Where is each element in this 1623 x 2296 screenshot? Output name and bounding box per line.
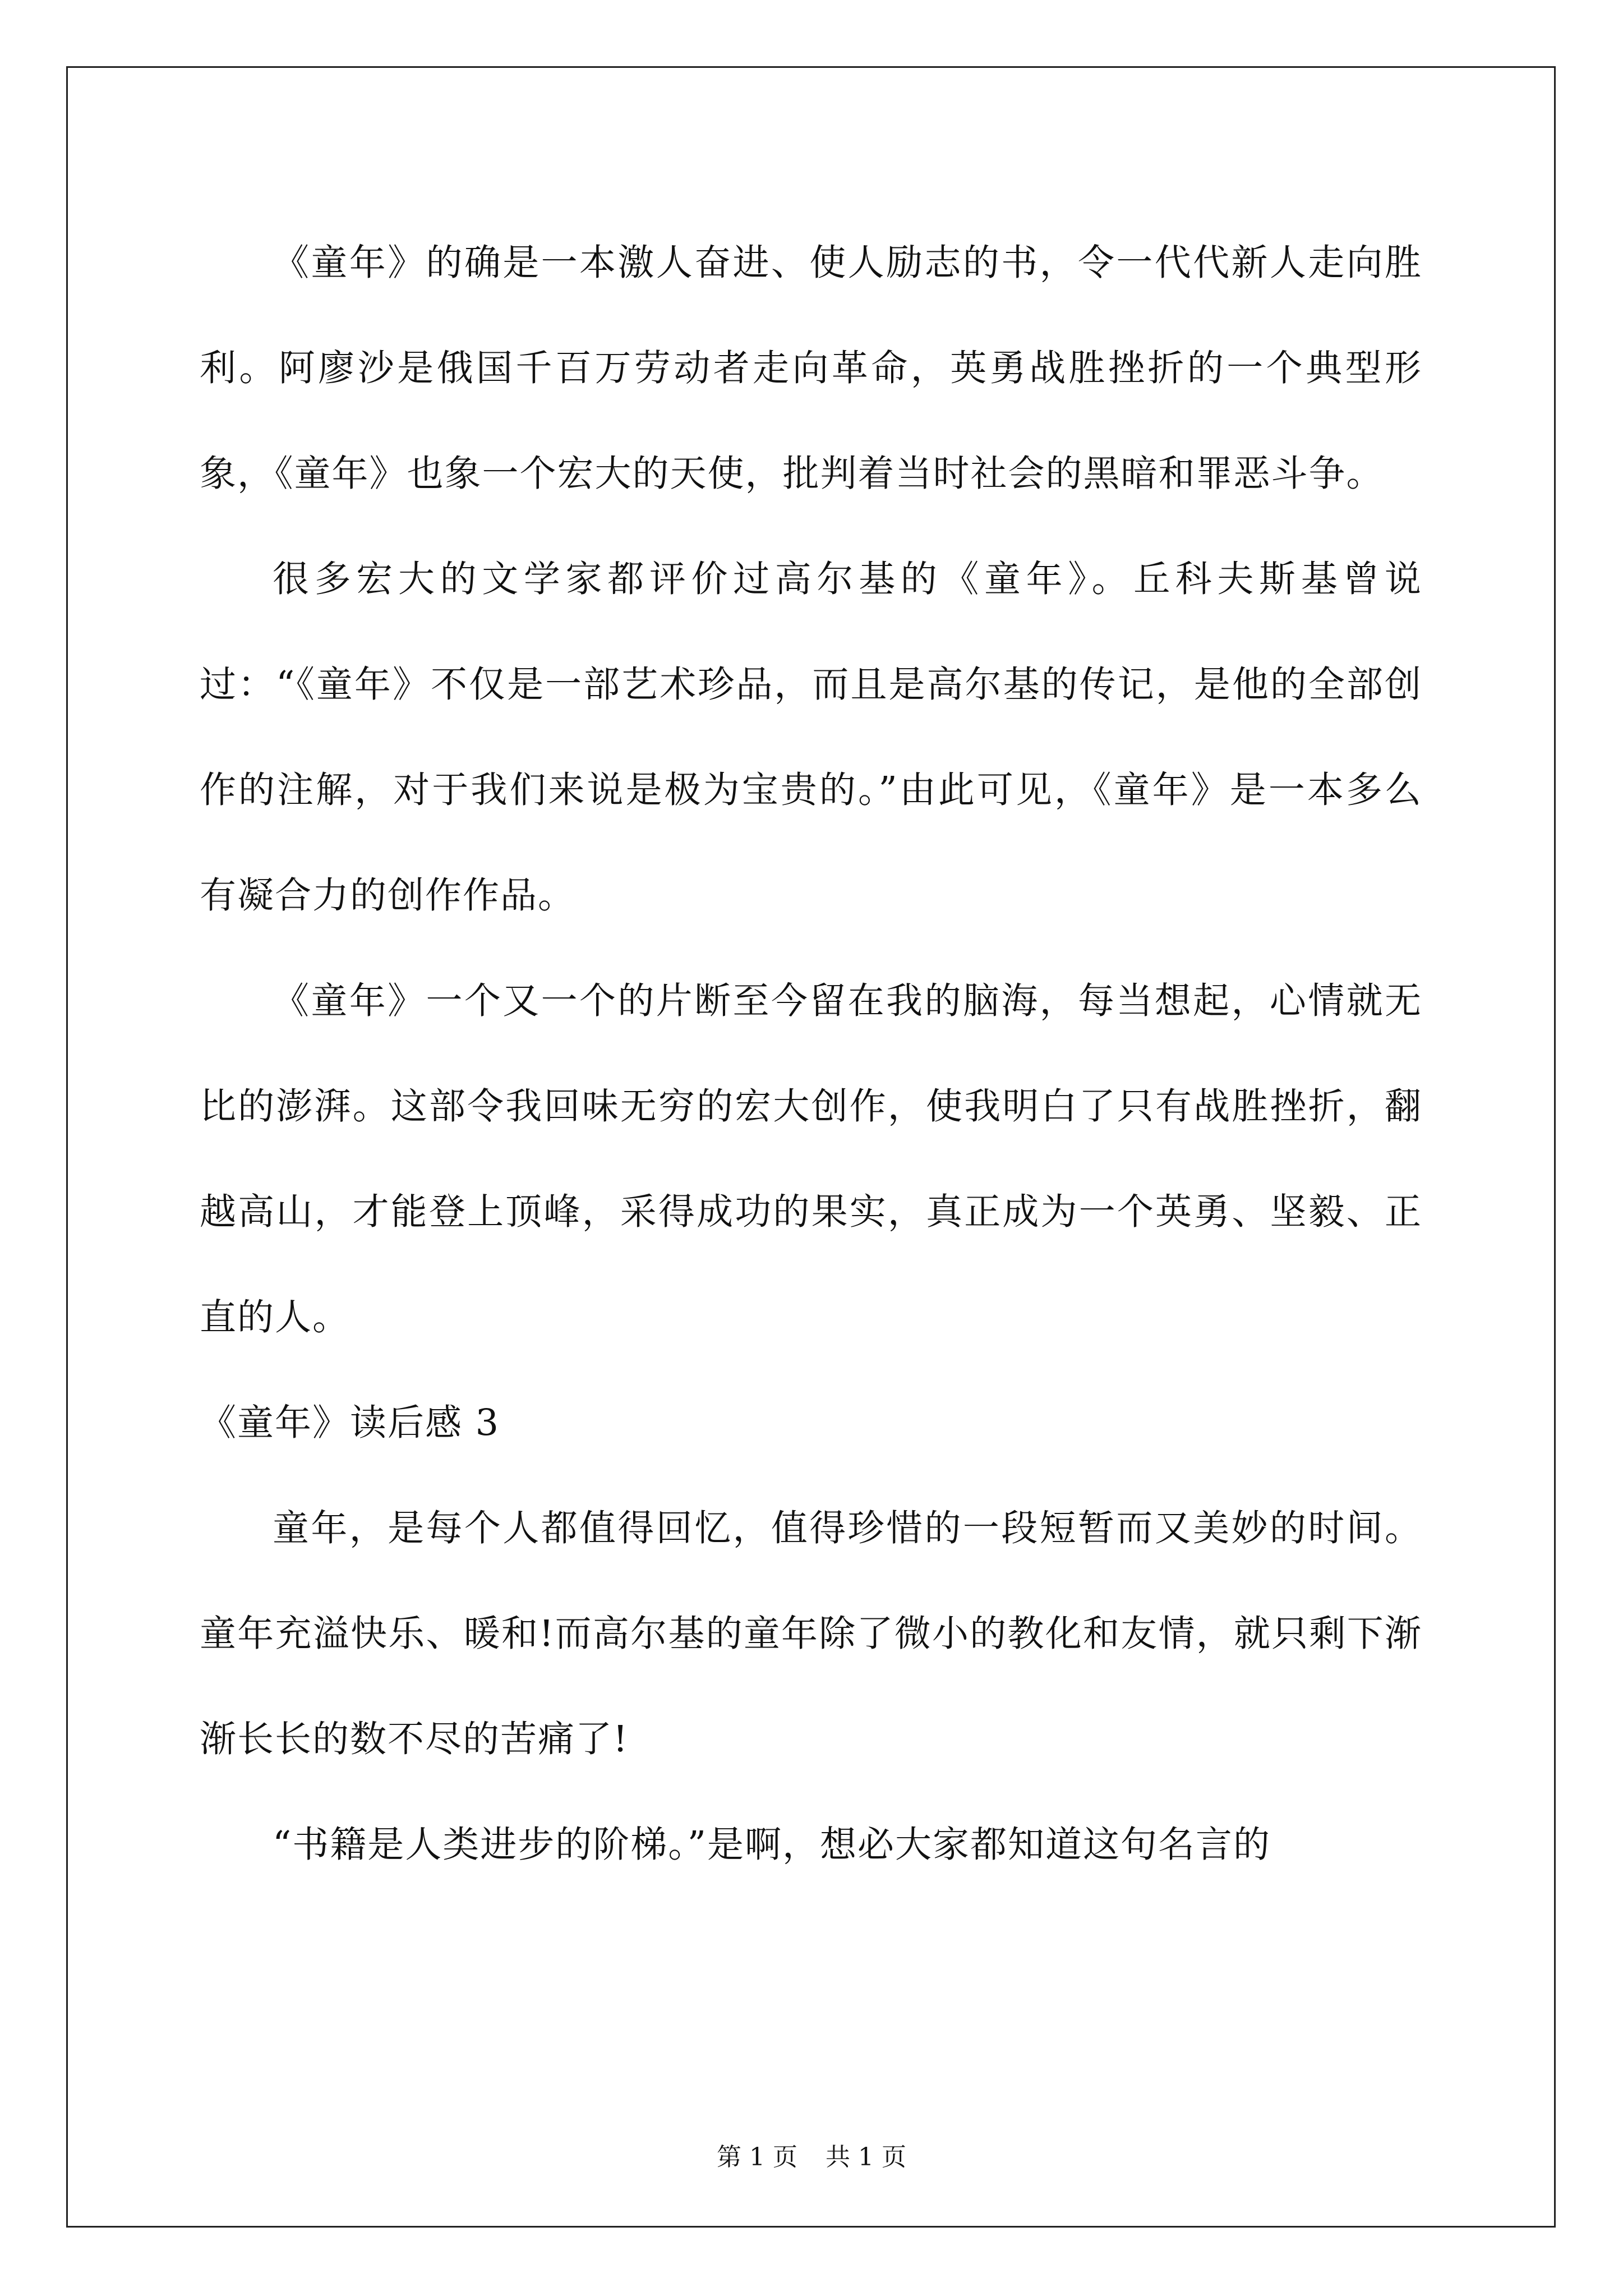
document-body	[200, 210, 1422, 1898]
page-footer	[0, 2142, 1623, 2173]
paragraph: 《童年》一个又一个的片断至今留在我的脑海，每当想起，心情就无比的澎湃。这部令我回味无穷的宏大创作，使我明白了只有战胜挫折，翻越高山，才能登上顶峰，采得成功的果实，真正成为一个英勇、坚毅、正直的人。	[200, 980, 1422, 1338]
paragraph: “书籍是人类进步的阶梯。”是啊，想必大家都知道这句名言的	[273, 1824, 1271, 1866]
page-total: 共 1 页	[826, 2143, 906, 2171]
paragraph: 很多宏大的文学家都评价过高尔基的《童年》。丘科夫斯基曾说过：“《童年》不仅是一部艺术珍品，而且是高尔基的传记，是他的全部创作的注解，对于我们来说是极为宝贵的。”由此可见，《童年》是一本多么有凝合力的创作作品。	[200, 558, 1422, 917]
page-number: 第 1 页	[717, 2143, 797, 2171]
paragraph: 童年，是每个人都值得回忆，值得珍惜的一段短暂而又美妙的时间。童年充溢快乐、暖和!而高尔基的童年除了微小的教化和友情，就只剩下渐渐长长的数不尽的苦痛了!	[200, 1507, 1422, 1760]
paragraph: 《童年》的确是一本激人奋进、使人励志的书，令一代代新人走向胜利。阿廖沙是俄国千百万劳动者走向革命，英勇战胜挫折的一个典型形象，《童年》也象一个宏大的天使，批判着当时社会的黑暗和罪恶斗争。	[200, 242, 1422, 495]
section-heading: 《童年》读后感 3	[200, 1402, 500, 1444]
